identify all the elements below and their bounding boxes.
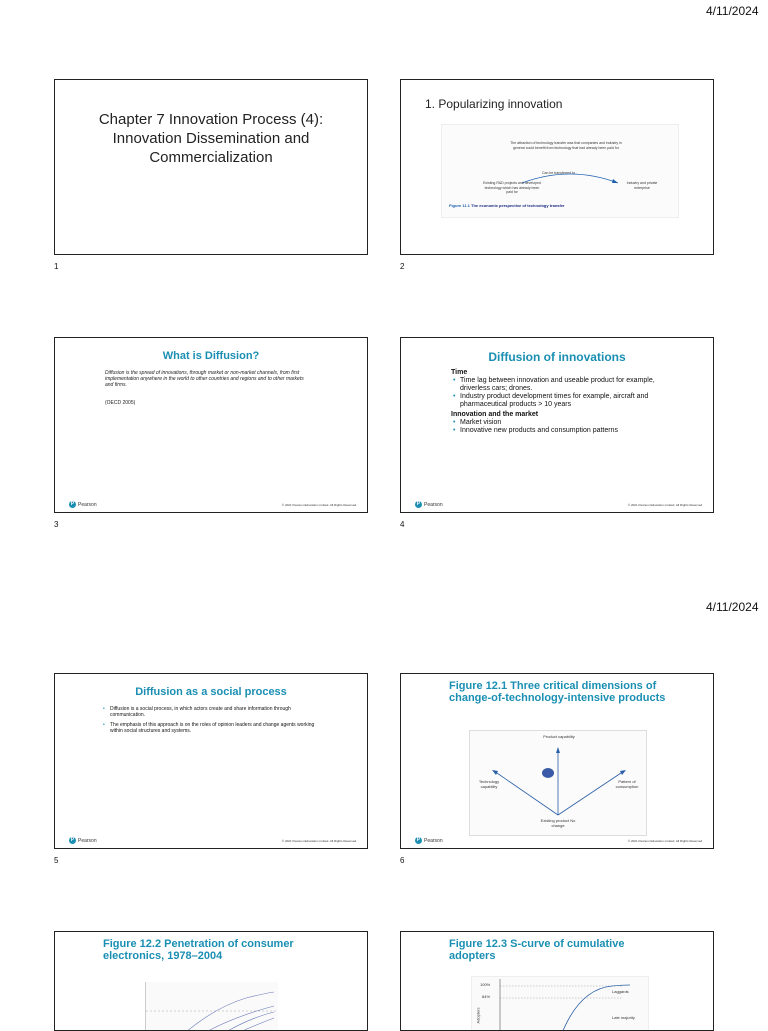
figure-s-curve <box>471 976 649 1031</box>
slide-title: Figure 12.3 S-curve of cumulative adopters <box>449 938 625 962</box>
pearson-p-icon: P <box>70 837 75 843</box>
y-axis-label: Adopters <box>475 1007 481 1024</box>
label-late-majority: Late majority <box>612 1015 635 1020</box>
section-heading: Time <box>451 369 468 376</box>
figure-right-text: Industry and private enterprise <box>626 181 658 190</box>
slide-7[interactable] <box>54 931 368 1031</box>
slide-title: Chapter 7 Innovation Process (4): Innovation Dissemination and Commercialization <box>98 111 324 166</box>
y-tick-100: 100% <box>480 982 491 987</box>
slide-6[interactable] <box>400 673 714 849</box>
slide-number: 4 <box>400 520 405 529</box>
page-date: 4/11/2024 <box>706 600 759 614</box>
slide-number: 1 <box>54 262 59 271</box>
pearson-logo <box>69 837 97 844</box>
figure-caption <box>449 203 565 208</box>
slide-1[interactable] <box>54 79 368 255</box>
slide-number: 6 <box>400 856 405 865</box>
figure-arrow-label: Can be transferred to <box>542 171 576 175</box>
bullet-item: • Time lag between innovation and useable product for example, driverless cars; drones. <box>451 377 681 393</box>
slide-4[interactable] <box>400 337 714 513</box>
section-heading: Innovation and the market <box>451 411 539 418</box>
copyright: © 2021 Pearson Education Limited. All Rights Reserved. <box>627 839 703 843</box>
logo-text: Pearson <box>424 501 443 508</box>
slide-title: Figure 12.1 Three critical dimensions of change-of-technology-intensive products <box>449 680 666 704</box>
logo-text: Pearson <box>78 501 97 508</box>
slide-body: Diffusion is the spread of innovations, through market or non-market channels, from first implementation anywhere in the world to other countries and regions and to other markets and firms. <box>105 370 304 388</box>
figure-caption-number: Figure 11.1 <box>449 203 470 208</box>
figure-left-text: Existing R&D projects and developed technology which has already been paid for <box>483 181 541 194</box>
axis-label-right: Pattern of consumption <box>615 779 639 789</box>
axis-label-left: Technology capability <box>478 779 500 789</box>
slide-title: Diffusion of innovations <box>488 350 626 364</box>
pearson-logo <box>415 501 443 508</box>
axis-label-bottom: Existing product No change <box>540 818 576 828</box>
slide-2[interactable] <box>400 79 714 255</box>
copyright: © 2021 Pearson Education Limited. All Rights Reserved. <box>281 839 357 843</box>
y-tick-84: 84% <box>482 994 491 999</box>
slide-3[interactable] <box>54 337 368 513</box>
slide-source: (OECD 2005) <box>105 400 136 406</box>
bullet-list <box>101 706 317 738</box>
bullet-item: • Innovative new products and consumption patterns <box>451 427 681 435</box>
slide-5[interactable] <box>54 673 368 849</box>
slide-number: 2 <box>400 262 405 271</box>
copyright: © 2021 Pearson Education Limited. All Rights Reserved. <box>627 503 703 507</box>
figure-three-dimensions <box>469 730 647 836</box>
copyright: © 2021 Pearson Education Limited. All Rights Reserved. <box>281 503 357 507</box>
s-curve-lines <box>472 977 648 1031</box>
slide-title: Figure 12.2 Penetration of consumer electronics, 1978–2004 <box>103 938 294 962</box>
figure-technology-transfer <box>441 124 679 218</box>
pearson-p-icon: P <box>416 837 421 843</box>
bullet-item: • Market vision <box>451 419 681 427</box>
pearson-p-icon: P <box>416 501 421 507</box>
bullet-item: • Diffusion is a social process, in which actors create and share information through communication. <box>101 706 317 718</box>
bullet-item: • The emphasis of this approach is on the roles of opinion leaders and change agents working within social structures and systems. <box>101 722 317 734</box>
pearson-logo <box>69 501 97 508</box>
figure-caption-text: The economic perspective of technology transfer <box>471 203 565 208</box>
bullet-list <box>451 419 681 435</box>
slide-number: 3 <box>54 520 59 529</box>
page-date: 4/11/2024 <box>706 4 759 18</box>
slide-title: Diffusion as a social process <box>135 686 287 698</box>
logo-text: Pearson <box>424 837 443 844</box>
slide-content <box>451 369 681 435</box>
slide-title: 1. Popularizing innovation <box>425 97 563 111</box>
logo-text: Pearson <box>78 837 97 844</box>
figure-top-text: The attraction of technology transfer was that companies and industry in general could benefit from technology that had already been paid for <box>510 141 622 150</box>
axis-label-top: Product capability <box>543 734 575 739</box>
slide-title: What is Diffusion? <box>162 350 260 362</box>
pearson-logo <box>415 837 443 844</box>
slide-8[interactable] <box>400 931 714 1031</box>
pearson-p-icon: P <box>70 501 75 507</box>
label-laggards: Laggards <box>612 989 629 994</box>
bullet-item: • Industry product development times for example, aircraft and pharmaceutical products > 10 years <box>451 393 681 409</box>
bullet-list <box>451 377 681 409</box>
slide-number: 5 <box>54 856 59 865</box>
